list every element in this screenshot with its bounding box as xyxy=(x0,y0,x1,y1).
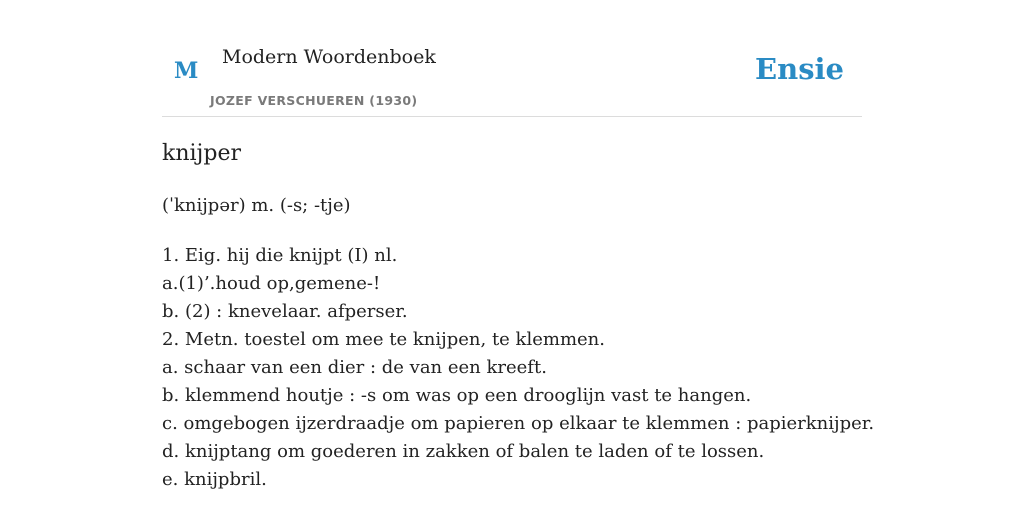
entry-senses xyxy=(162,242,874,494)
sense-line: a.(1)’.houd op,gemene-! xyxy=(162,273,381,294)
sense-line: 2. Metn. toestel om mee te knijpen, te klemmen. xyxy=(162,329,605,350)
sense-line: c. omgebogen ijzerdraadje om papieren op elkaar te klemmen : papierknijper. xyxy=(162,413,875,434)
site-header xyxy=(162,0,862,117)
book-title[interactable]: Modern Woordenboek xyxy=(222,46,436,68)
book-logo[interactable]: M xyxy=(174,58,199,84)
sense-line: d. knijptang om goederen in zakken of balen te laden of te lossen. xyxy=(162,441,765,462)
book-author: JOZEF VERSCHUEREN (1930) xyxy=(210,93,418,108)
brand-logo[interactable]: Ensie xyxy=(755,52,844,86)
entry-headword: knijper xyxy=(162,141,241,166)
entry-pronunciation: (ˈknijpər) m. (-s; -tje) xyxy=(162,195,351,216)
sense-line: 1. Eig. hij die knijpt (I) nl. xyxy=(162,245,398,266)
sense-line: b. (2) : knevelaar. afperser. xyxy=(162,301,408,322)
sense-line: b. klemmend houtje : -s om was op een drooglijn vast te hangen. xyxy=(162,385,752,406)
sense-line: a. schaar van een dier : de van een kreeft. xyxy=(162,357,547,378)
sense-line: e. knijpbril. xyxy=(162,469,267,490)
